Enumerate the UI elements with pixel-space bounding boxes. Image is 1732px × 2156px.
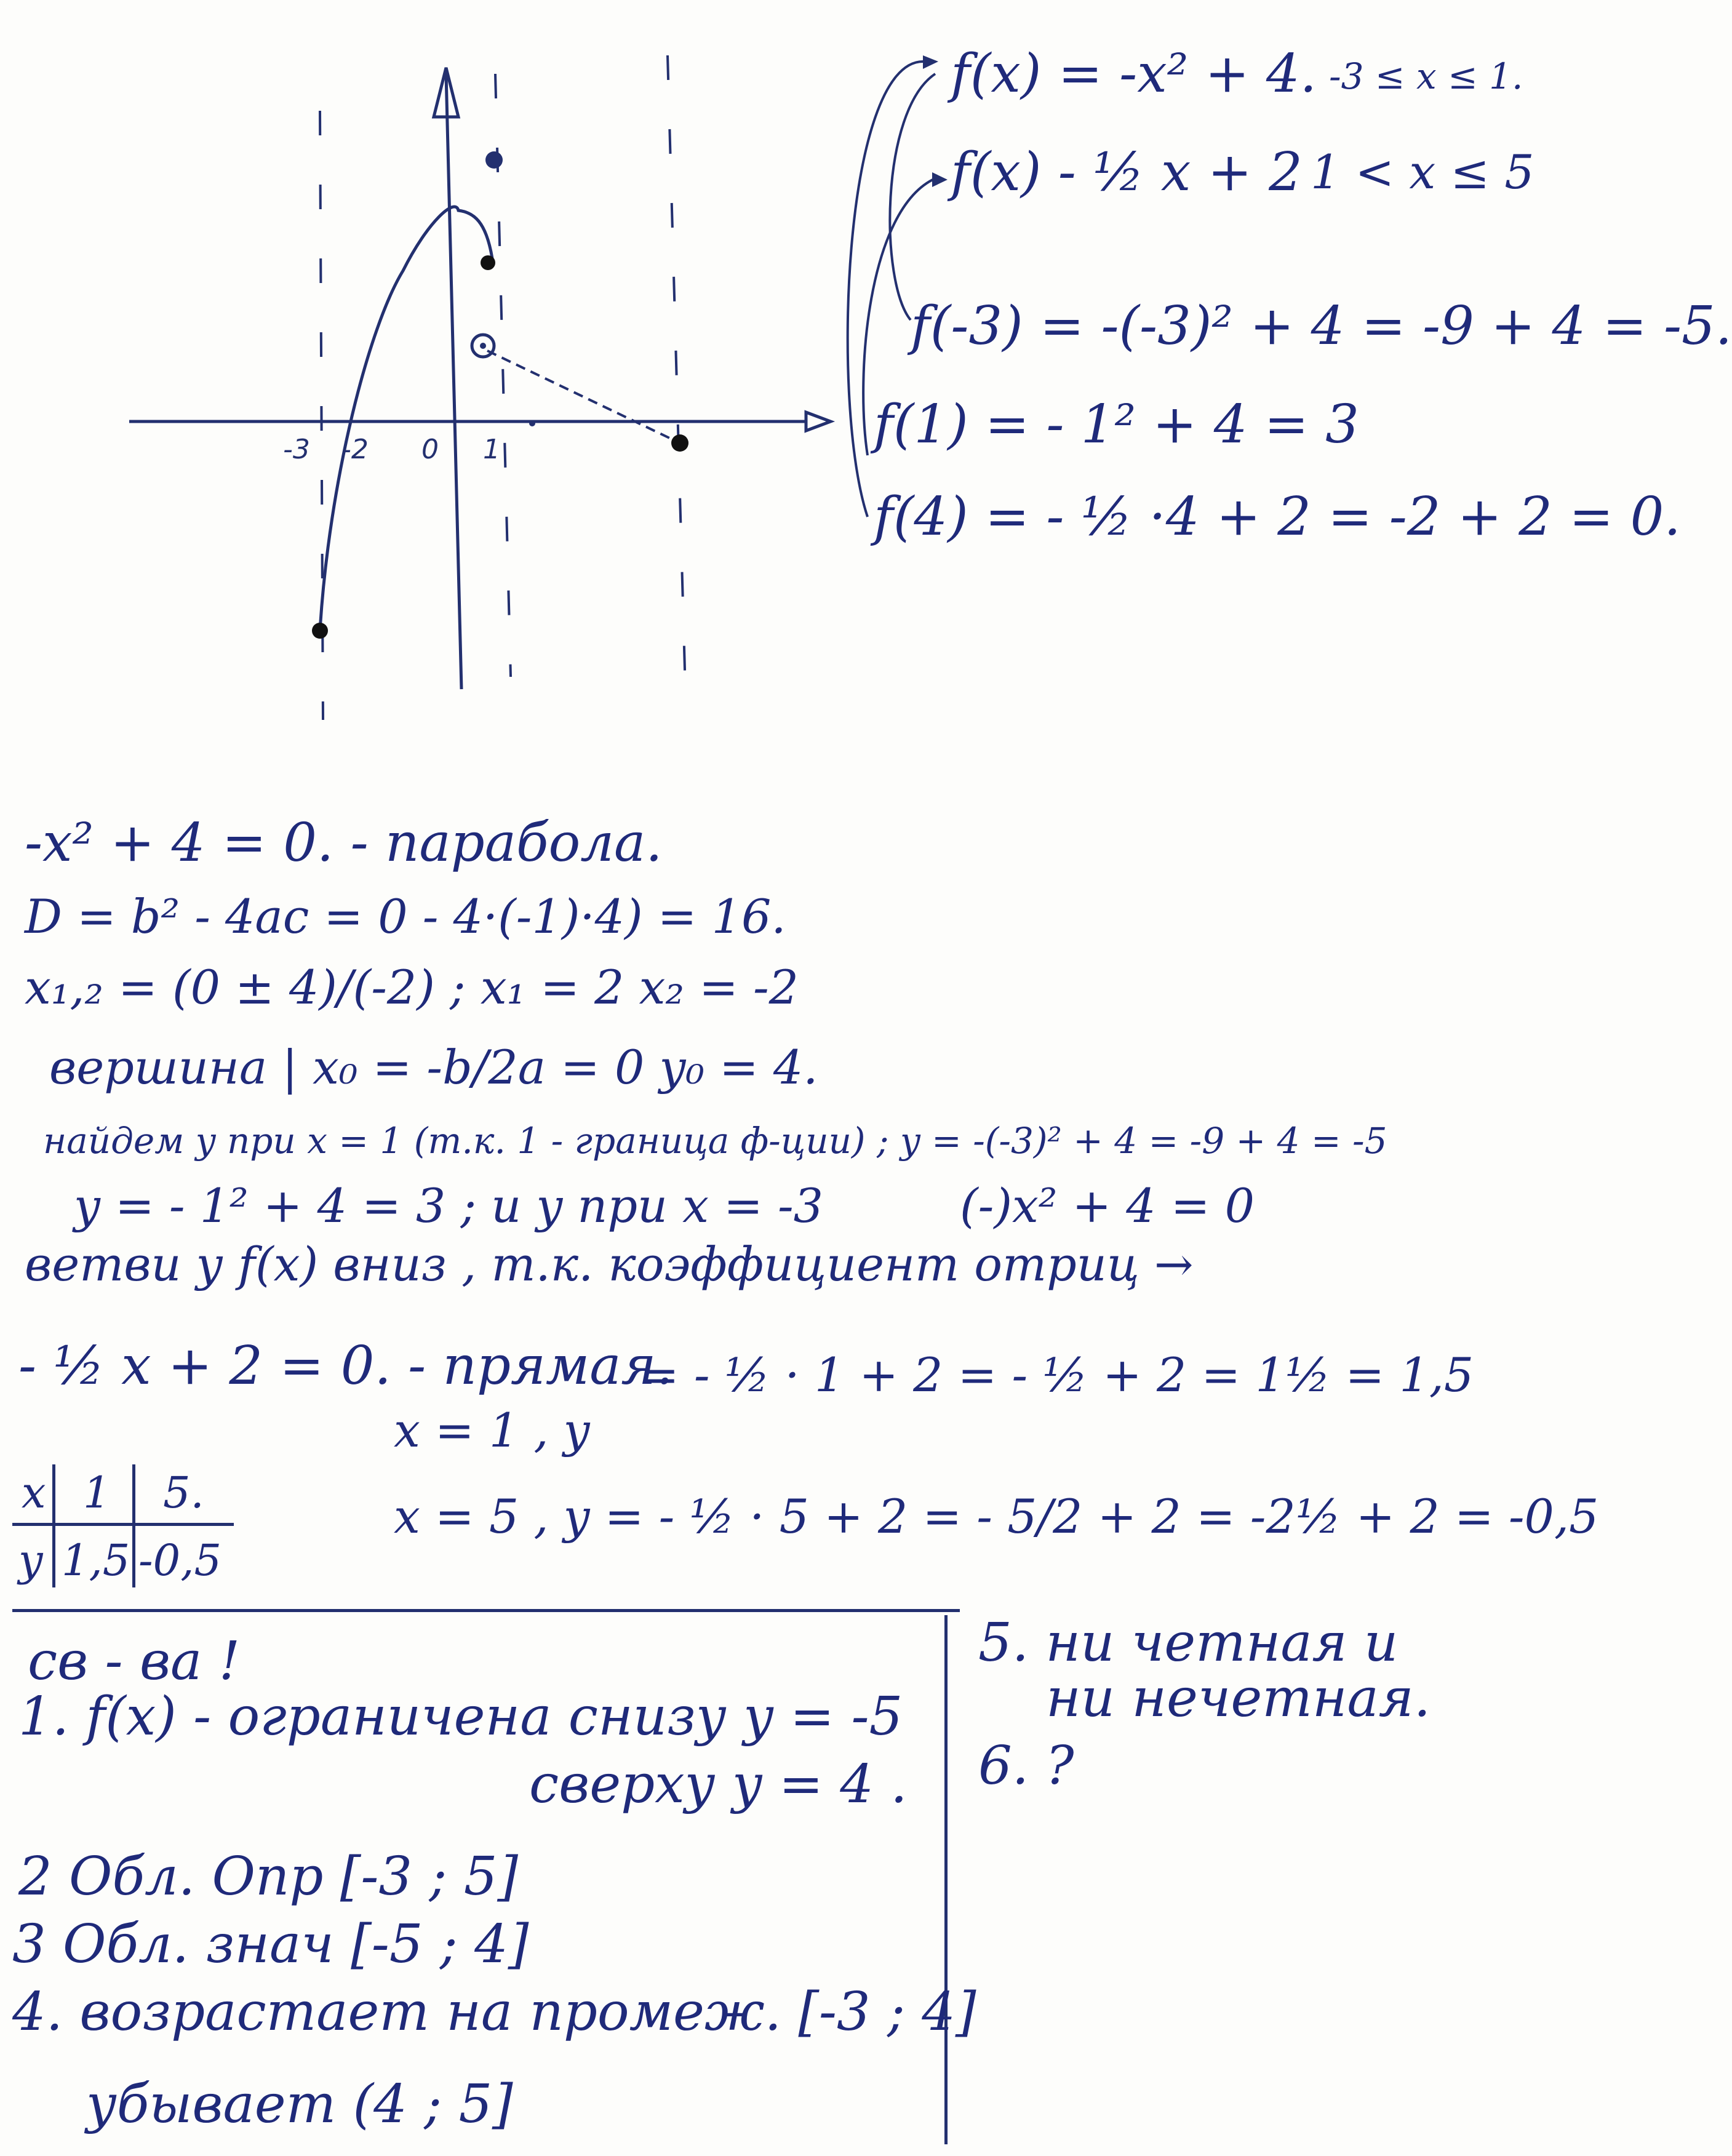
work-line-2: D = b² - 4ac = 0 - 4·(-1)·4) = 16. — [25, 889, 786, 944]
vertical-divider — [944, 1615, 948, 2144]
x-tick-1: 1 — [483, 434, 500, 465]
point-x-1-open-inner — [480, 343, 486, 349]
table-y-1: 1,5 — [62, 1535, 130, 1586]
work-line-8: - ½ x + 2 = 0. - прямая. — [18, 1335, 673, 1397]
table-x-1: 1 — [83, 1467, 111, 1518]
work-line-7: ветви у f(x) вниз , т.к. коэффициент отриц → — [25, 1237, 1194, 1292]
def-f2-domain: 1 < x ≤ 5 — [1311, 145, 1534, 199]
properties-heading: св - ва ! — [28, 1631, 241, 1692]
property-1b: сверху y = 4 . — [529, 1754, 908, 1815]
property-6: 6. ? — [978, 1735, 1074, 1797]
y-axis — [446, 74, 461, 689]
table-h-line — [12, 1523, 234, 1526]
work-line-5: найдем y при x = 1 (т.к. 1 - граница ф-ции) ; y = -(-3)² + 4 = -9 + 4 = -5 — [43, 1120, 1387, 1162]
def-f-1: f(1) = - 1² + 4 = 3 — [874, 394, 1359, 455]
work-line-7b: (-)x² + 4 = 0 — [960, 1178, 1255, 1233]
property-2: 2 Обл. Опр [-3 ; 5] — [18, 1846, 519, 1907]
point-x-neg3 — [312, 623, 328, 639]
function-graph — [111, 37, 935, 775]
property-4b: убывает (4 ; 5] — [86, 2074, 513, 2135]
def-f-neg3: f(-3) = -(-3)² + 4 = -9 + 4 = -5. — [911, 295, 1732, 357]
work-line-1: -x² + 4 = 0. - парабола. — [25, 812, 663, 874]
dashed-line-x-5 — [668, 55, 686, 714]
work-line-9: x = 1 , y — [394, 1403, 590, 1458]
def-f1-domain: -3 ≤ x ≤ 1. — [1329, 55, 1523, 97]
definition-arrows — [818, 37, 1064, 529]
def-f-4: f(4) = - ½ ·4 + 2 = -2 + 2 = 0. — [874, 486, 1681, 548]
table-x-label: x — [22, 1467, 46, 1518]
x-tick-neg3: -3 — [283, 434, 310, 465]
table-v-line-2 — [132, 1464, 135, 1587]
work-line-8b: = - ½ · 1 + 2 = - ½ + 2 = 1½ = 1,5 — [640, 1348, 1474, 1402]
table-y-label: y — [18, 1535, 43, 1586]
x-tick-0: 0 — [421, 434, 439, 465]
table-y-5: -0,5 — [138, 1535, 221, 1586]
horizontal-divider — [12, 1609, 960, 1612]
work-line-4: вершина | x₀ = -b/2a = 0 y₀ = 4. — [49, 1040, 818, 1095]
point-x-4 — [671, 434, 688, 452]
work-line-10: x = 5 , y = - ½ · 5 + 2 = - 5/2 + 2 = -2½ + 2 = -0,5 — [394, 1489, 1599, 1544]
work-line-3: x₁,₂ = (0 ± 4)/(-2) ; x₁ = 2 x₂ = -2 — [25, 960, 799, 1015]
x-tick-neg2: -2 — [341, 434, 369, 465]
work-line-6: y = - 1² + 4 = 3 ; и y при x = -3 — [74, 1178, 824, 1233]
values-table — [12, 1464, 246, 1594]
property-5b: ни нечетная. — [1046, 1667, 1431, 1729]
property-1a: 1. f(x) - ограничена снизу y = -5 — [18, 1686, 903, 1747]
table-x-5: 5. — [163, 1467, 204, 1518]
parabola-curve — [320, 207, 492, 631]
def-f2: f(x) - ½ x + 2 — [951, 142, 1303, 203]
line-segment — [487, 351, 680, 443]
property-3: 3 Обл. знач [-5 ; 4] — [12, 1914, 529, 1975]
scribble-mark — [485, 151, 503, 169]
property-4: 4. возрастает на промеж. [-3 ; 4] — [12, 1981, 976, 2043]
table-v-line-1 — [52, 1464, 55, 1587]
point-x-1-filled — [481, 255, 495, 270]
def-f1: f(x) = -x² + 4. — [951, 43, 1317, 105]
property-5a: 5. ни четная и — [978, 1612, 1399, 1674]
tick-dot — [529, 420, 535, 426]
